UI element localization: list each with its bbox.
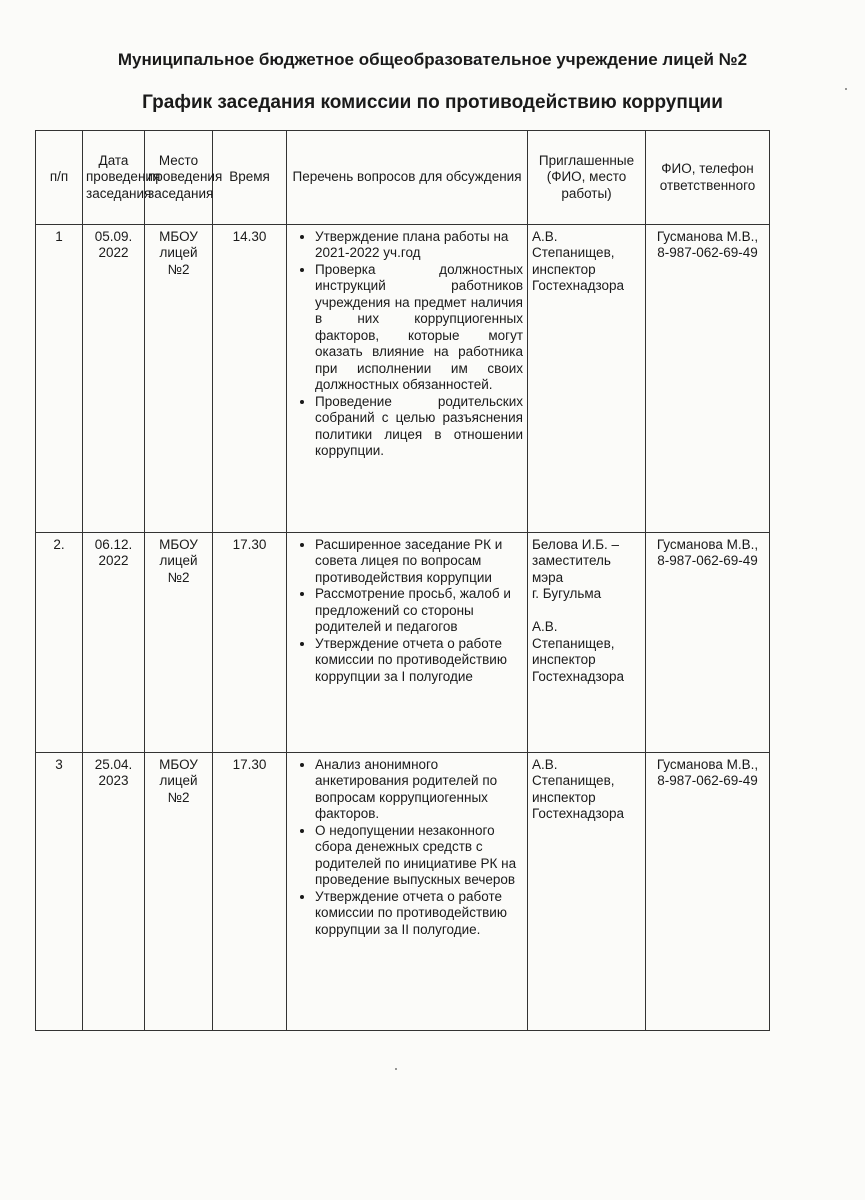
- topic-item: • Утверждение отчета о работе комиссии по противодействию коррупции за II полугодие.: [315, 889, 523, 938]
- row-responsible: Гусманова М.В., 8-987-062-69-49: [646, 753, 770, 1031]
- header-time: Время: [213, 131, 287, 225]
- guests-text: А.В. Степанищев, инспектор Гостехнадзора: [532, 757, 625, 822]
- scan-speck: [845, 88, 847, 90]
- topic-item: • Анализ анонимного анкетирования родителей по вопросам коррупциогенных факторов.: [315, 757, 523, 823]
- guests-text: А.В. Степанищев, инспектор Гостехнадзора: [532, 229, 625, 294]
- row-topics: [287, 225, 528, 533]
- row-place: МБОУ лицей №2: [145, 753, 213, 1031]
- topic-item: • Проверка должностных инструкций работников учреждения на предмет наличия в них коррупциогенных факторов, которые могут оказать влияние на работника при исполнении им своих должностных обязанностей.: [315, 262, 523, 394]
- topic-item: • О недопущении незаконного сбора денежных средств с родителей по инициативе РК на проведение выпускных вечеров: [315, 823, 523, 889]
- row-responsible: Гусманова М.В., 8-987-062-69-49: [646, 225, 770, 533]
- row-date: 06.12. 2022: [83, 533, 145, 753]
- header-date: Дата проведения заседания: [83, 131, 145, 225]
- row-time: 14.30: [213, 225, 287, 533]
- header-guests: Приглашенные (ФИО, место работы): [528, 131, 646, 225]
- row-num: 1: [36, 225, 83, 533]
- table-row: [36, 753, 770, 1031]
- row-date: 25.04. 2023: [83, 753, 145, 1031]
- row-guests: [528, 753, 646, 1031]
- schedule-table: [35, 130, 770, 1031]
- header-num: п/п: [36, 131, 83, 225]
- topic-item: • Утверждение плана работы на 2021-2022 уч.год: [315, 229, 523, 262]
- table-header-row: [36, 131, 770, 225]
- row-guests: [528, 225, 646, 533]
- row-topics: [287, 533, 528, 753]
- schedule-title: График заседания комиссии по противодействию коррупции: [142, 92, 723, 113]
- row-guests: [528, 533, 646, 753]
- row-num: 2.: [36, 533, 83, 753]
- header-topics: Перечень вопросов для обсуждения: [287, 131, 528, 225]
- row-responsible: Гусманова М.В., 8-987-062-69-49: [646, 533, 770, 753]
- org-title: Муниципальное бюджетное общеобразовательное учреждение лицей №2: [117, 50, 748, 69]
- row-date: 05.09. 2022: [83, 225, 145, 533]
- header-responsible: ФИО, телефон ответственного: [646, 131, 770, 225]
- topic-item: • Проведение родительских собраний с целью разъяснения политики лицея в отношении коррупции.: [315, 394, 523, 460]
- topic-item: • Расширенное заседание РК и совета лицея по вопросам противодействия коррупции: [315, 537, 523, 586]
- table-row: [36, 225, 770, 533]
- row-num: 3: [36, 753, 83, 1031]
- header-place: Место проведения заседания: [145, 131, 213, 225]
- row-place: МБОУ лицей №2: [145, 533, 213, 753]
- row-place: МБОУ лицей №2: [145, 225, 213, 533]
- topic-item: • Утверждение отчета о работе комиссии по противодействию коррупции за I полугодие: [315, 636, 523, 685]
- row-time: 17.30: [213, 753, 287, 1031]
- scan-speck: [395, 1068, 397, 1070]
- guests-text: Белова И.Б. – заместитель мэра г. Бугульма А.В. Степанищев, инспектор Гостехнадзора: [532, 537, 625, 684]
- row-topics: [287, 753, 528, 1031]
- topic-item: • Рассмотрение просьб, жалоб и предложений со стороны родителей и педагогов: [315, 586, 523, 635]
- row-time: 17.30: [213, 533, 287, 753]
- table-row: [36, 533, 770, 753]
